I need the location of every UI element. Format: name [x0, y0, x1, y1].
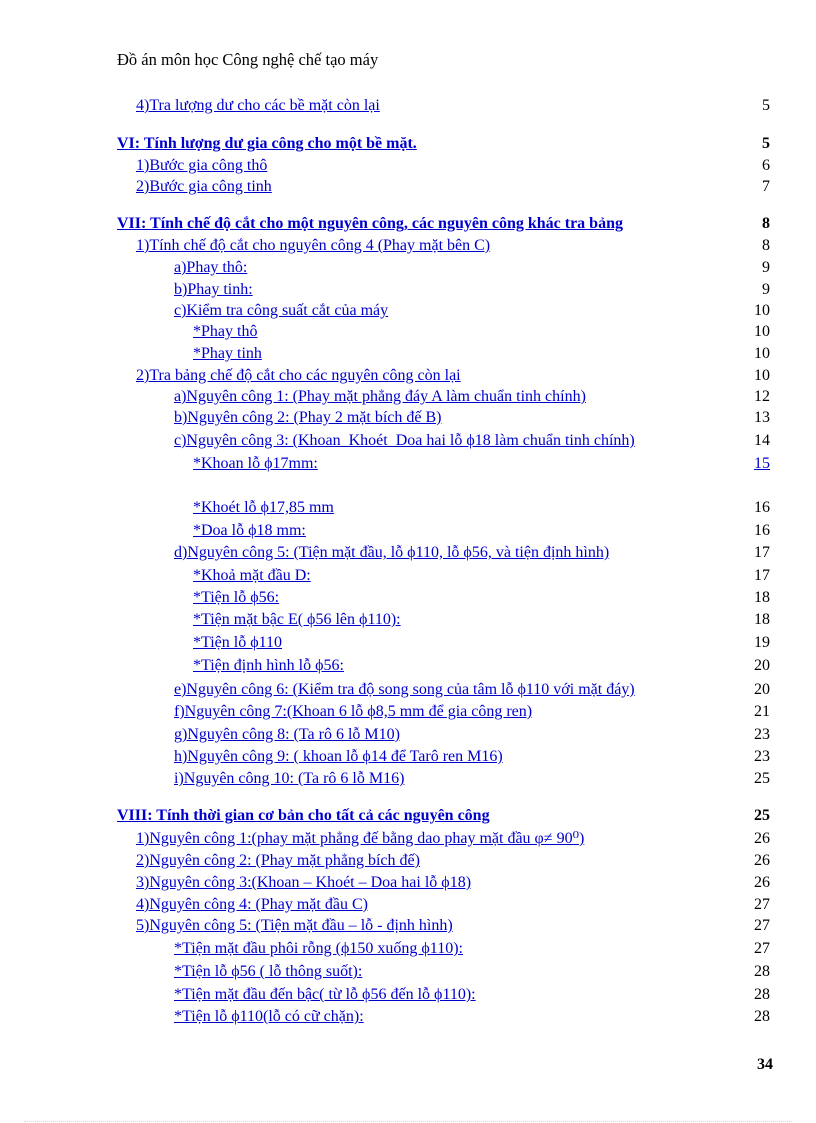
page-number: 34 — [757, 1056, 773, 1073]
toc-entry[interactable] — [0, 543, 816, 563]
toc-entry[interactable] — [0, 322, 816, 342]
toc-entry-link[interactable]: 2)Tra bảng chế độ cắt cho các nguyên công còn lại — [136, 367, 461, 384]
toc-entry[interactable] — [0, 895, 816, 915]
toc-entry-link[interactable]: c)Nguyên công 3: (Khoan_Khoét_Doa hai lỗ ϕ18 làm chuẩn tinh chính) — [174, 432, 635, 449]
toc-entry-link[interactable]: g)Nguyên công 8: (Ta rô 6 lỗ M10) — [174, 726, 400, 743]
toc-entry[interactable] — [0, 916, 816, 936]
toc-entry[interactable] — [0, 610, 816, 630]
toc-entry-link[interactable]: VII: Tính chế độ cắt cho một nguyên công, các nguyên công khác tra bảng — [117, 215, 623, 232]
toc-entry-page: 25 — [754, 770, 770, 787]
toc-entry[interactable] — [0, 985, 816, 1005]
toc-entry[interactable] — [0, 301, 816, 321]
toc-entry-link[interactable]: 4)Nguyên công 4: (Phay mặt đầu C) — [136, 896, 368, 913]
toc-entry-link[interactable]: *Phay tinh — [193, 345, 262, 362]
toc-entry[interactable] — [0, 633, 816, 653]
toc-entry[interactable] — [0, 177, 816, 197]
toc-entry-page: 21 — [754, 703, 770, 720]
toc-entry-link[interactable]: d)Nguyên công 5: (Tiện mặt đầu, lỗ ϕ110, lỗ ϕ56, và tiện định hình) — [174, 544, 610, 561]
toc-entry[interactable] — [0, 134, 816, 154]
toc-entry-link[interactable]: 3)Nguyên công 3:(Khoan – Khoét – Doa hai lỗ ϕ18) — [136, 874, 472, 891]
toc-entry-page: 16 — [754, 499, 770, 516]
toc-entry[interactable] — [0, 498, 816, 518]
toc-entry-page: 26 — [754, 830, 770, 847]
toc-entry-link[interactable]: b)Nguyên công 2: (Phay 2 mặt bích đế B) — [174, 409, 442, 426]
toc-entry[interactable] — [0, 214, 816, 234]
toc-entry-link[interactable]: *Tiện lỗ ϕ56: — [193, 589, 280, 606]
toc-entry-page: 27 — [754, 896, 770, 913]
toc-entry-link[interactable]: 4)Tra lượng dư cho các bề mặt còn lại — [136, 97, 380, 114]
toc-entry-page: 7 — [762, 178, 770, 195]
toc-entry-link[interactable]: 5)Nguyên công 5: (Tiện mặt đầu – lỗ - định hình) — [136, 917, 453, 934]
toc-entry-link[interactable]: VIII: Tính thời gian cơ bản cho tất cả các nguyên công — [117, 807, 490, 824]
toc-entry-page: 5 — [762, 135, 770, 152]
toc-entry-page: 26 — [754, 874, 770, 891]
toc-entry-link[interactable]: 1)Bước gia công thô — [136, 157, 268, 174]
toc-entry-link[interactable]: *Tiện mặt đầu phôi rỗng (ϕ150 xuống ϕ110): — [174, 940, 463, 957]
toc-entry-link[interactable]: VI: Tính lượng dư gia công cho một bề mặt. — [117, 135, 417, 152]
toc-entry-link[interactable]: i)Nguyên công 10: (Ta rô 6 lỗ M16) — [174, 770, 405, 787]
toc-entry-page: 9 — [762, 281, 770, 298]
toc-entry-link[interactable]: *Tiện lỗ ϕ56 ( lỗ thông suốt): — [174, 963, 363, 980]
toc-entry[interactable] — [0, 806, 816, 826]
toc-entry-link[interactable]: c)Kiểm tra công suất cắt của máy — [174, 302, 389, 319]
toc-entry-link[interactable]: *Doa lỗ ϕ18 mm: — [193, 522, 306, 539]
document-header: Đồ án môn học Công nghệ chế tạo máy — [117, 50, 379, 69]
toc-entry-page: 28 — [754, 986, 770, 1003]
toc-entry-page: 26 — [754, 852, 770, 869]
toc-entry-page: 17 — [754, 544, 770, 561]
toc-entry-page: 20 — [754, 657, 770, 674]
toc-entry[interactable] — [0, 280, 816, 300]
toc-entry-page: 20 — [754, 681, 770, 698]
toc-entry-link[interactable]: h)Nguyên công 9: ( khoan lỗ ϕ14 để Tarô ren M16) — [174, 748, 503, 765]
toc-entry[interactable] — [0, 431, 816, 451]
toc-entry-page: 16 — [754, 522, 770, 539]
toc-entry-link[interactable]: f)Nguyên công 7:(Khoan 6 lỗ ϕ8,5 mm để gia công ren) — [174, 703, 533, 720]
toc-entry[interactable] — [0, 156, 816, 176]
toc-entry[interactable] — [0, 962, 816, 982]
toc-entry-page: 17 — [754, 567, 770, 584]
toc-entry-page: 13 — [754, 409, 770, 426]
toc-entry-link[interactable]: *Khoả mặt đầu D: — [193, 567, 311, 584]
toc-entry-link[interactable]: e)Nguyên công 6: (Kiểm tra độ song song của tâm lỗ ϕ110 với mặt đáy) — [174, 681, 635, 698]
toc-entry[interactable] — [0, 521, 816, 541]
toc-entry[interactable] — [0, 258, 816, 278]
toc-entry-link[interactable]: 2)Bước gia công tinh — [136, 178, 272, 195]
toc-entry-link[interactable]: 1)Tính chế độ cắt cho nguyên công 4 (Phay mặt bên C) — [136, 237, 491, 254]
toc-entry-link[interactable]: *Khoét lỗ ϕ17,85 mm — [193, 499, 334, 516]
toc-entry-page: 8 — [762, 237, 770, 254]
toc-entry[interactable] — [0, 939, 816, 959]
toc-entry-page: 14 — [754, 432, 770, 449]
toc-entry-link[interactable]: *Khoan lỗ ϕ17mm: — [193, 455, 318, 472]
toc-entry-link[interactable]: *Tiện mặt bậc E( ϕ56 lên ϕ110): — [193, 611, 401, 628]
toc-entry-page: 28 — [754, 1008, 770, 1025]
toc-entry-page: 19 — [754, 634, 770, 651]
toc-entry-page: 10 — [754, 345, 770, 362]
toc-entry-link[interactable]: 1)Nguyên công 1:(phay mặt phẳng đế bằng dao phay mặt đầu φ≠ 90⁰) — [136, 830, 585, 847]
toc-entry-page: 8 — [762, 215, 770, 232]
toc-entry-link[interactable]: *Phay thô — [193, 323, 258, 340]
toc-entry-page: 18 — [754, 589, 770, 606]
toc-entry[interactable] — [0, 769, 816, 789]
toc-entry-link[interactable]: 2)Nguyên công 2: (Phay mặt phẳng bích đế) — [136, 852, 420, 869]
page-bottom-divider — [24, 1121, 792, 1122]
toc-entry[interactable] — [0, 702, 816, 722]
toc-entry-page: 9 — [762, 259, 770, 276]
toc-entry[interactable] — [0, 454, 816, 474]
toc-entry-page: 25 — [754, 807, 770, 824]
toc-entry-page: 23 — [754, 748, 770, 765]
toc-entry[interactable] — [0, 725, 816, 745]
toc-entry[interactable] — [0, 366, 816, 386]
toc-entry[interactable] — [0, 566, 816, 586]
toc-entry[interactable] — [0, 387, 816, 407]
toc-entry-link[interactable]: b)Phay tinh: — [174, 281, 253, 298]
toc-entry-page: 18 — [754, 611, 770, 628]
toc-entry-page: 23 — [754, 726, 770, 743]
toc-entry[interactable] — [0, 829, 816, 849]
toc-entry-page: 10 — [754, 323, 770, 340]
toc-entry-page: 27 — [754, 940, 770, 957]
toc-entry-page: 27 — [754, 917, 770, 934]
toc-entry[interactable] — [0, 1007, 816, 1027]
toc-entry[interactable] — [0, 656, 816, 676]
toc-entry[interactable] — [0, 236, 816, 256]
toc-entry[interactable] — [0, 96, 816, 116]
toc-entry[interactable] — [0, 344, 816, 364]
toc-entry-link[interactable]: a)Nguyên công 1: (Phay mặt phẳng đáy A làm chuẩn tinh chính) — [174, 388, 586, 405]
toc-entry-link[interactable]: a)Phay thô: — [174, 259, 248, 276]
toc-entry-link[interactable]: *Tiện lỗ ϕ110(lỗ có cữ chặn): — [174, 1008, 364, 1025]
toc-entry[interactable] — [0, 680, 816, 700]
toc-entry-page: 10 — [754, 302, 770, 319]
toc-entry-page: 10 — [754, 367, 770, 384]
toc-entry[interactable] — [0, 408, 816, 428]
toc-entry-page: 5 — [762, 97, 770, 114]
toc-entry[interactable] — [0, 851, 816, 871]
toc-entry[interactable] — [0, 747, 816, 767]
toc-entry-link[interactable]: *Tiện mặt đầu đến bậc( từ lỗ ϕ56 đến lỗ ϕ110): — [174, 986, 476, 1003]
toc-entry-page[interactable]: 15 — [754, 455, 770, 472]
toc-entry-link[interactable]: *Tiện lỗ ϕ110 — [193, 634, 283, 651]
toc-entry-page: 6 — [762, 157, 770, 174]
toc-entry-page: 12 — [754, 388, 770, 405]
toc-entry[interactable] — [0, 873, 816, 893]
toc-entry[interactable] — [0, 588, 816, 608]
toc-entry-link[interactable]: *Tiện định hình lỗ ϕ56: — [193, 657, 344, 674]
toc-entry-page: 28 — [754, 963, 770, 980]
